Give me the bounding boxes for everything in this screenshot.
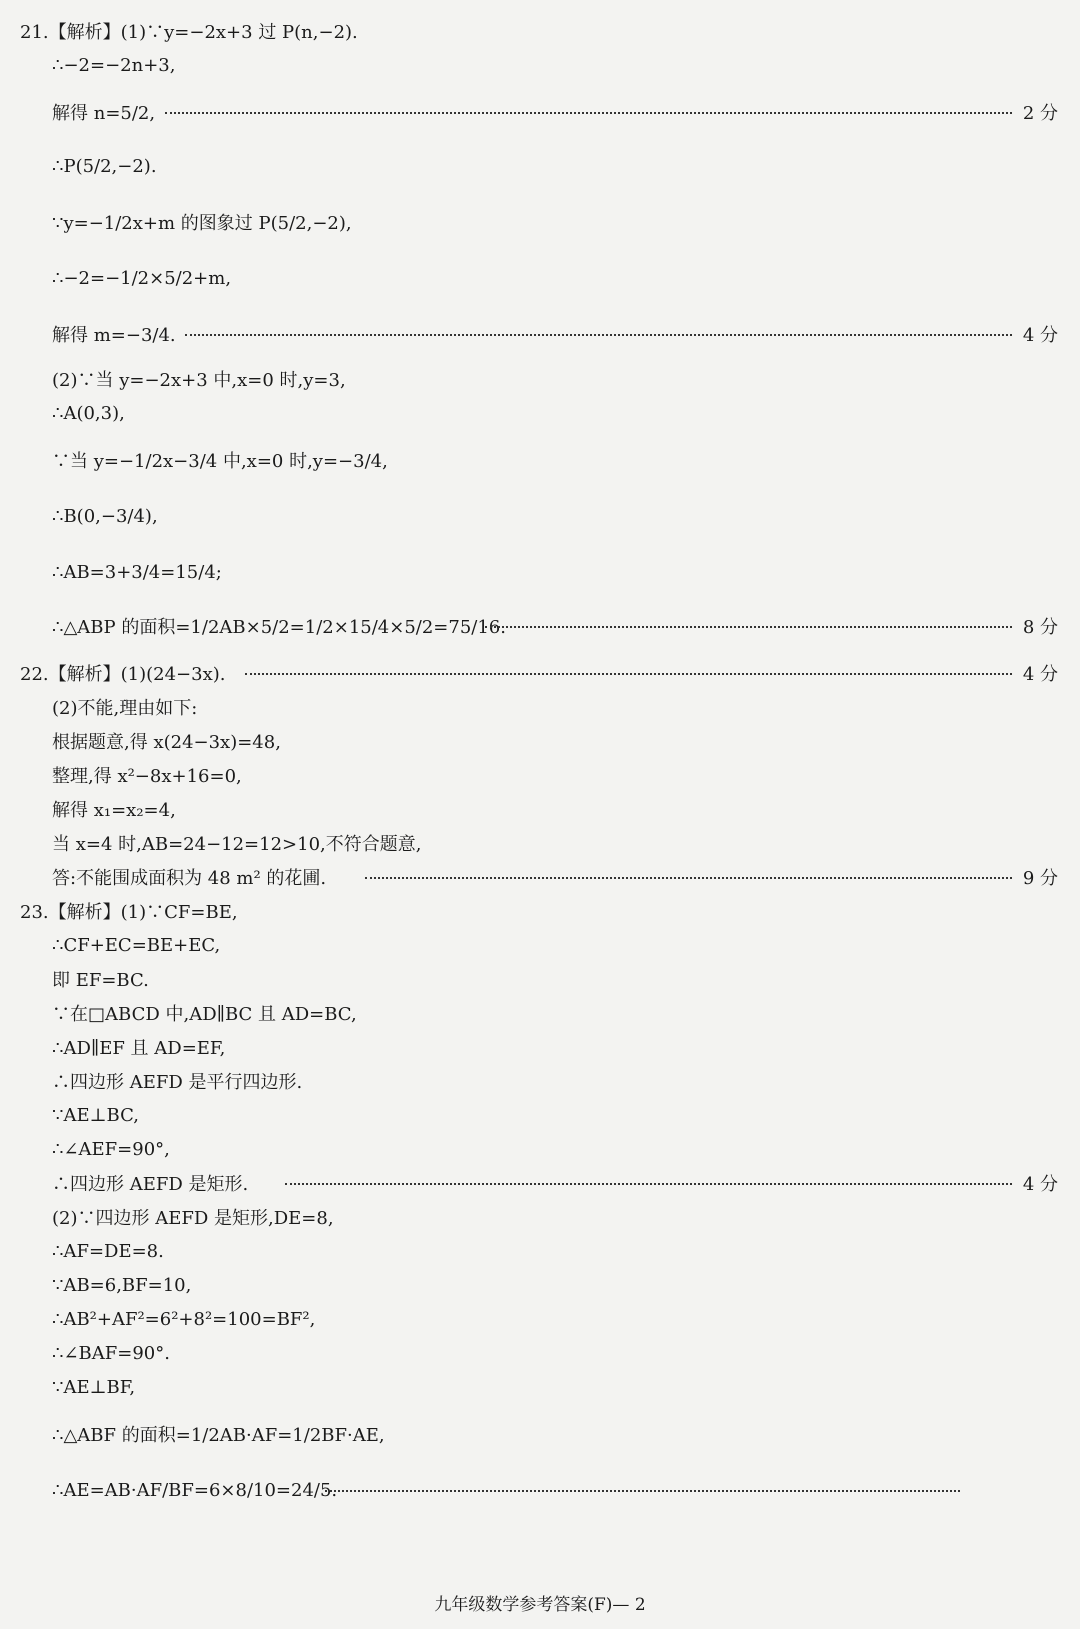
line-text: 答:不能围成面积为 48 m² 的花圃. [52,868,327,889]
q21-header [0,18,1080,44]
dotted-leader [365,877,1012,879]
answer-line [0,202,1080,242]
line-text: ∴△ABF 的面积=1/2AB·AF=1/2BF·AE, [52,1425,385,1446]
line-text: ∴P(5/2,−2). [52,155,157,177]
line-text: ∴−2=−2n+3, [52,54,176,76]
score-mark: 8 分 [1022,617,1058,638]
dotted-leader [285,1183,1012,1185]
line-text: ∵在□ABCD 中,AD∥BC 且 AD=BC, [52,1004,357,1025]
line-text: (2)不能,理由如下: [52,698,198,719]
score-mark: 4 分 [1022,664,1058,685]
answer-line [0,1034,1080,1060]
line-text: (2)∵四边形 AEFD 是矩形,DE=8, [52,1208,334,1229]
line-text: ∵AE⊥BC, [52,1104,139,1126]
answer-line [0,966,1080,992]
line-text: 22.【解析】(1)(24−3x). [20,664,226,685]
line-text: 21.【解析】(1)∵y=−2x+3 过 P(n,−2). [20,22,358,43]
line-text: 整理,得 x²−8x+16=0, [52,766,242,787]
line-text: ∴△ABP 的面积=1/2AB×5/2=1/2×15/4×5/2=75/16. [52,617,506,638]
answer-line [0,1340,1080,1366]
line-text: ∵当 y=−1/2x−3/4 中,x=0 时,y=−3/4, [52,451,388,472]
line-text: ∵AE⊥BF, [52,1376,136,1398]
answer-line [0,1068,1080,1094]
answer-line [0,1204,1080,1230]
answer-line [0,796,1080,822]
answer-line [0,694,1080,720]
line-text: ∴AB=3+3/4=15/4; [52,561,222,583]
answer-line [0,932,1080,958]
score-mark: 2 分 [1022,103,1058,124]
answer-line [0,440,1080,480]
q23-header [0,898,1080,924]
answer-line [0,552,1080,592]
answer-line [0,366,1080,392]
line-text: 即 EF=BC. [52,970,149,991]
line-text: ∴四边形 AEFD 是矩形. [52,1174,249,1195]
line-text: ∴∠BAF=90°. [52,1342,170,1364]
answer-line [0,1468,1080,1512]
q22-header [0,660,1080,686]
answer-line [0,146,1080,186]
dotted-leader [165,112,1012,114]
score-mark: 4 分 [1022,325,1058,346]
answer-line [0,606,1080,646]
line-text: ∴−2=−1/2×5/2+m, [52,267,232,289]
answer-line [0,1102,1080,1128]
line-text: 当 x=4 时,AB=24−12=12>10,不符合题意, [52,834,422,855]
answer-line [0,830,1080,856]
dotted-leader [485,626,1012,628]
answer-line [0,52,1080,78]
answer-line [0,1170,1080,1196]
line-text: ∴AD∥EF 且 AD=EF, [52,1038,226,1059]
answer-line [0,1414,1080,1454]
score-mark: 4 分 [1022,1174,1058,1195]
line-text: 解得 n=5/2, [52,103,156,124]
dotted-leader [185,334,1012,336]
line-text: ∵AB=6,BF=10, [52,1274,192,1296]
answer-line [0,1000,1080,1026]
answer-line [0,1238,1080,1264]
line-text: ∴四边形 AEFD 是平行四边形. [52,1072,303,1093]
line-text: ∴AE=AB·AF/BF=6×8/10=24/5. [52,1479,338,1501]
line-text: ∴AB²+AF²=6²+8²=100=BF², [52,1308,316,1330]
line-text: 根据题意,得 x(24−3x)=48, [52,732,281,753]
dotted-leader [245,673,1012,675]
line-text: 解得 x₁=x₂=4, [52,800,176,821]
line-text: ∴B(0,−3/4), [52,505,158,527]
answer-line [0,258,1080,298]
answer-line [0,496,1080,536]
page-footer: 九年级数学参考答案(F)— 2 [434,1595,646,1615]
answer-line [0,314,1080,354]
answer-line [0,1136,1080,1162]
line-text: 23.【解析】(1)∵CF=BE, [20,902,238,923]
dotted-leader [325,1490,960,1492]
answer-line [0,1374,1080,1400]
answer-line [0,92,1080,132]
answer-line [0,400,1080,426]
line-text: 解得 m=−3/4. [52,325,176,346]
answer-line [0,762,1080,788]
line-text: ∵y=−1/2x+m 的图象过 P(5/2,−2), [52,213,352,234]
answer-line [0,728,1080,754]
line-text: ∴A(0,3), [52,402,125,424]
answer-line [0,1306,1080,1332]
line-text: ∴AF=DE=8. [52,1240,164,1262]
line-text: ∴CF+EC=BE+EC, [52,934,221,956]
line-text: ∴∠AEF=90°, [52,1138,170,1160]
line-text: (2)∵当 y=−2x+3 中,x=0 时,y=3, [52,370,346,391]
score-mark: 9 分 [1022,868,1058,889]
answer-line [0,864,1080,890]
answer-line [0,1272,1080,1298]
